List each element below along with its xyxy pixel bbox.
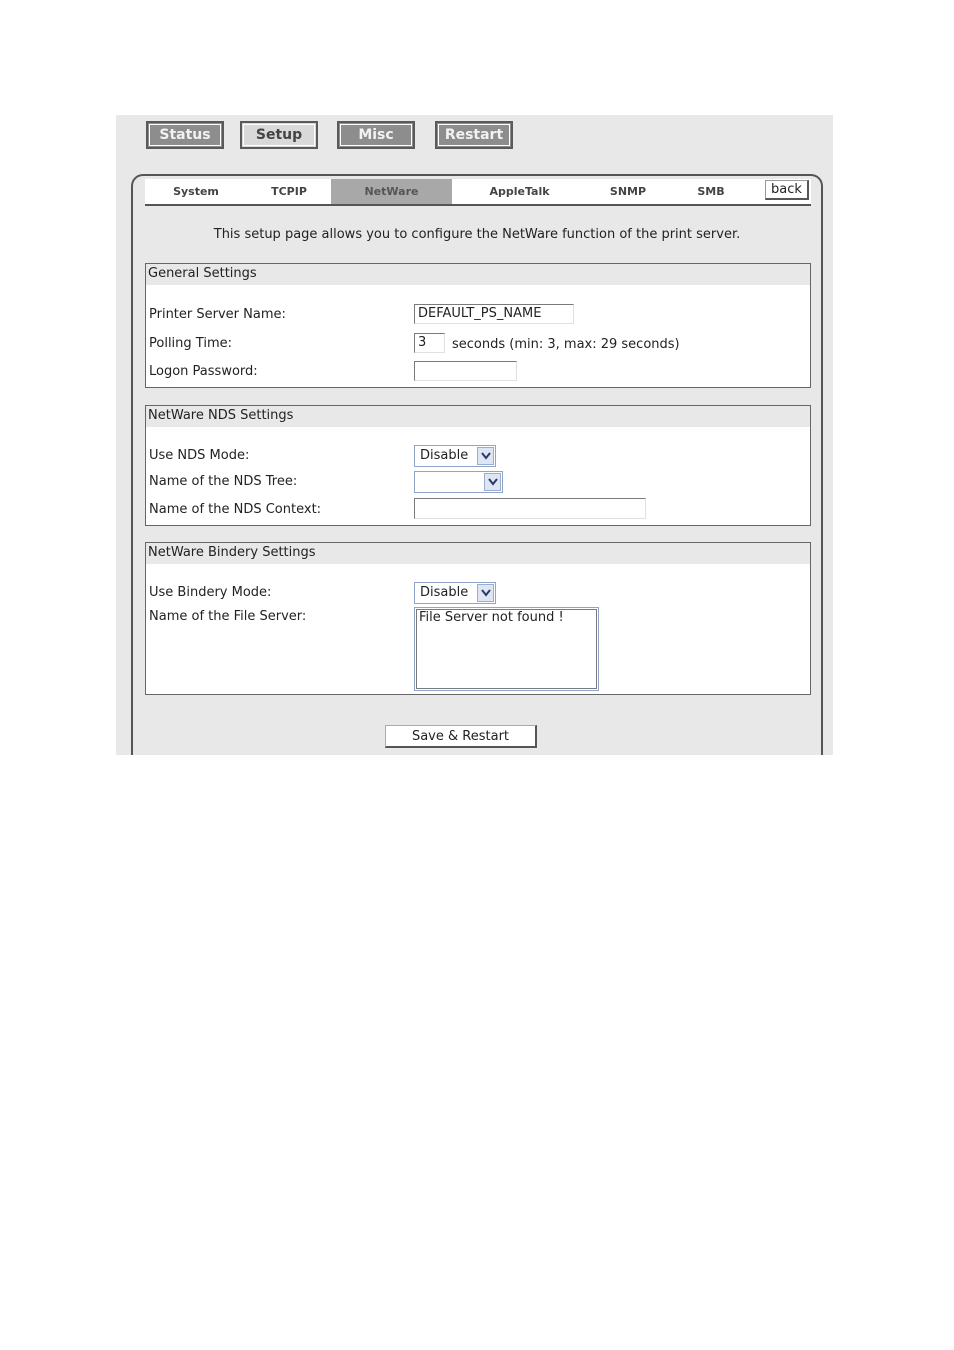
save-restart-button[interactable]: Save & Restart <box>385 725 537 748</box>
tab-snmp[interactable]: SNMP <box>609 185 647 198</box>
tab-tcpip[interactable]: TCPIP <box>271 185 307 198</box>
nds-tree-label: Name of the NDS Tree: <box>149 474 298 489</box>
misc-button[interactable]: Misc <box>337 121 415 149</box>
intro-text: This setup page allows you to configure the NetWare function of the print server. <box>213 227 741 242</box>
web-admin-frame <box>116 115 833 755</box>
setup-tab-bar <box>145 179 811 206</box>
polling-time-input[interactable]: 3 <box>414 333 445 353</box>
bindery-settings-section <box>145 542 811 695</box>
use-bindery-mode-select[interactable] <box>414 582 496 604</box>
polling-time-label: Polling Time: <box>149 336 232 351</box>
use-nds-mode-label: Use NDS Mode: <box>149 448 250 463</box>
section-title: General Settings <box>146 264 810 285</box>
tab-system[interactable]: System <box>173 185 219 198</box>
chevron-down-icon[interactable] <box>477 584 494 602</box>
use-nds-mode-select[interactable] <box>414 445 496 467</box>
select-value: Disable <box>420 585 469 600</box>
chevron-down-icon[interactable] <box>477 447 494 465</box>
select-value: Disable <box>420 448 469 463</box>
nds-context-input[interactable] <box>414 498 646 519</box>
setup-panel <box>131 174 823 755</box>
use-bindery-mode-label: Use Bindery Mode: <box>149 585 272 600</box>
tab-smb[interactable]: SMB <box>697 185 725 198</box>
nds-tree-select[interactable] <box>414 471 503 493</box>
setup-button[interactable]: Setup <box>240 121 318 149</box>
section-title: NetWare NDS Settings <box>146 406 810 427</box>
logon-password-input[interactable] <box>414 361 517 381</box>
nds-settings-section <box>145 405 811 526</box>
polling-time-hint: seconds (min: 3, max: 29 seconds) <box>452 337 680 352</box>
logon-password-label: Logon Password: <box>149 364 258 379</box>
status-button[interactable]: Status <box>146 121 224 149</box>
file-server-listbox[interactable] <box>414 607 599 691</box>
chevron-down-icon[interactable] <box>484 473 501 491</box>
nds-context-label: Name of the NDS Context: <box>149 502 322 517</box>
section-title: NetWare Bindery Settings <box>146 543 810 564</box>
printer-server-name-input[interactable]: DEFAULT_PS_NAME <box>414 304 574 324</box>
tab-appletalk[interactable]: AppleTalk <box>489 185 550 198</box>
restart-button[interactable]: Restart <box>435 121 513 149</box>
list-item[interactable]: File Server not found ! <box>419 610 564 625</box>
tab-netware[interactable]: NetWare <box>331 179 452 204</box>
printer-server-name-label: Printer Server Name: <box>149 307 286 322</box>
general-settings-section <box>145 263 811 388</box>
file-server-label: Name of the File Server: <box>149 609 307 624</box>
back-button[interactable]: back <box>765 180 809 200</box>
